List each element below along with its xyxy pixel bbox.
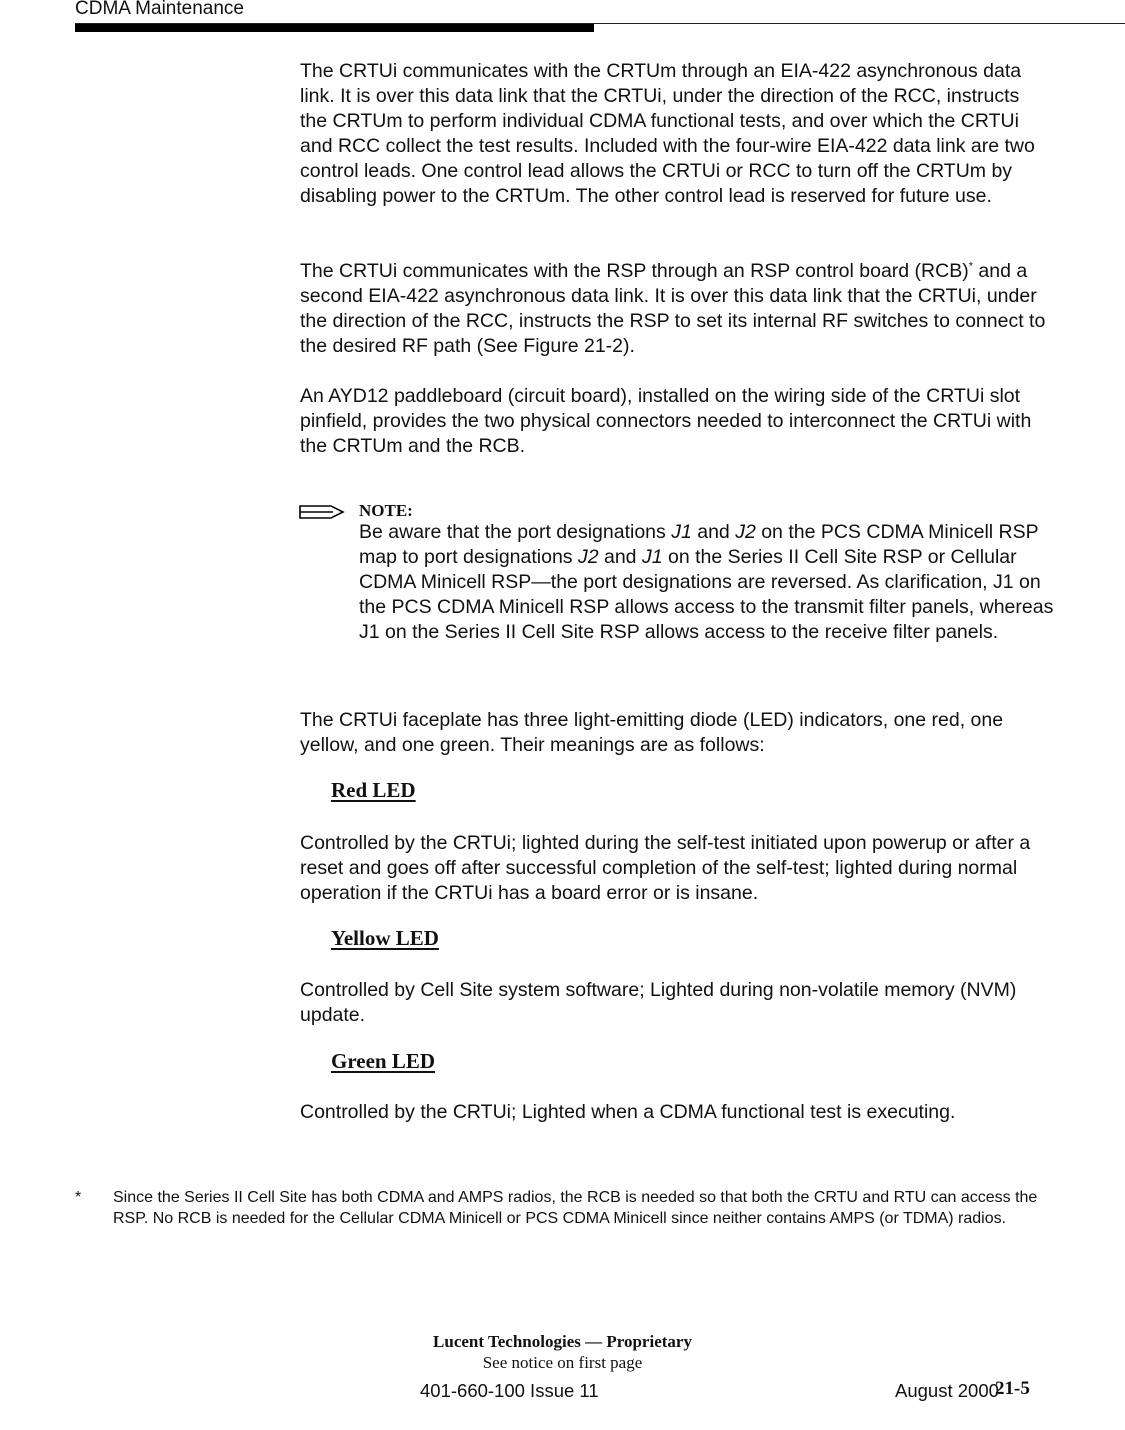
green-led-description: Controlled by the CRTUi; Lighted when a CDMA functional test is executing. <box>300 1101 956 1123</box>
port-j2: J2 <box>735 521 756 543</box>
note-text-2: and <box>691 521 736 543</box>
note-text <box>359 520 1059 645</box>
note-text-3: on the PCS CDMA Minicell RSP map to port designations <box>359 521 1039 568</box>
note-arrow-icon <box>299 503 345 521</box>
port-j1-mapped: J1 <box>641 546 663 568</box>
document-number: 401-660-100 Issue 11 <box>420 1380 599 1401</box>
paragraph-led-intro: The CRTUi faceplate has three light-emitting diode (LED) indicators, one red, one yellow, and one green. Their meanings are as follows: <box>300 709 1004 756</box>
paragraph-rsp-text-b: and a second EIA-422 asynchronous data link. It is over this data link that the CRTUi, under the direction of the RCC, instructs the RSP to set its internal RF switches to connect to the desired RF path (See Figure 21-2). <box>300 260 1046 357</box>
footnote-text: Since the Series II Cell Site has both CDMA and AMPS radios, the RCB is needed so that both the CRTU and RTU can access the RSP. No RCB is needed for the Cellular CDMA Minicell or PCS CDMA Minicell since neither contains AMPS (or TDMA) radios. <box>113 1189 1038 1227</box>
footer-notice: See notice on first page <box>482 1353 643 1372</box>
note-text-1: Be aware that the port designations <box>359 521 672 543</box>
yellow-led-heading: Yellow LED <box>331 926 439 950</box>
paragraph-rsp-text-a: The CRTUi communicates with the RSP through an RSP control board (RCB) <box>300 260 969 282</box>
port-j2-mapped: J2 <box>577 546 599 568</box>
footnote-reference: * <box>968 260 973 273</box>
green-led-heading: Green LED <box>331 1049 436 1073</box>
note-text-5: on the Series II Cell Site RSP or Cellular CDMA Minicell RSP—the port designations are reversed. As clarification, J1 on the PCS CDMA Minicell RSP allows access to the transmit filter panels, whereas J1 on the Series II Cell Site RSP allows access to the receive filter panels. <box>359 546 1054 643</box>
red-led-description: Controlled by the CRTUi; lighted during the self-test initiated upon powerup or after a reset and goes off after successful completion of the self-test; lighted during normal operation if the CRTUi has a board error or is insane. <box>300 832 1031 904</box>
note-label: NOTE: <box>359 501 413 520</box>
yellow-led-description: Controlled by Cell Site system software; Lighted during non-volatile memory (NVM) update. <box>300 979 1017 1026</box>
running-header: CDMA Maintenance <box>75 0 244 19</box>
port-j1: J1 <box>671 521 692 543</box>
footer-proprietary: Lucent Technologies — Proprietary <box>433 1332 692 1351</box>
paragraph-crtum-link: The CRTUi communicates with the CRTUm through an EIA-422 asynchronous data link. It is over this data link that the CRTUi, under the direction of the RCC, instructs the CRTUm to perform individual CDMA functional tests, and over which the CRTUi and RCC collect the test results. Included with the four-wire EIA-422 data link are two control leads. One control lead allows the CRTUi or RCC to turn off the CRTUm by disabling power to the CRTUm. The other control lead is reserved for future use. <box>300 60 1035 207</box>
note-text-4: and <box>598 546 642 568</box>
paragraph-paddleboard: An AYD12 paddleboard (circuit board), installed on the wiring side of the CRTUi slot pinfield, provides the two physical connectors needed to interconnect the CRTUi with the CRTUm and the RCB. <box>300 385 1032 457</box>
page-number: 21-5 <box>995 1378 1030 1399</box>
red-led-heading: Red LED <box>331 778 416 802</box>
header-bar <box>75 24 594 32</box>
paragraph-rsp-link <box>300 259 1050 359</box>
footnote-mark: * <box>75 1189 82 1206</box>
issue-date: August 2000 <box>895 1380 999 1401</box>
